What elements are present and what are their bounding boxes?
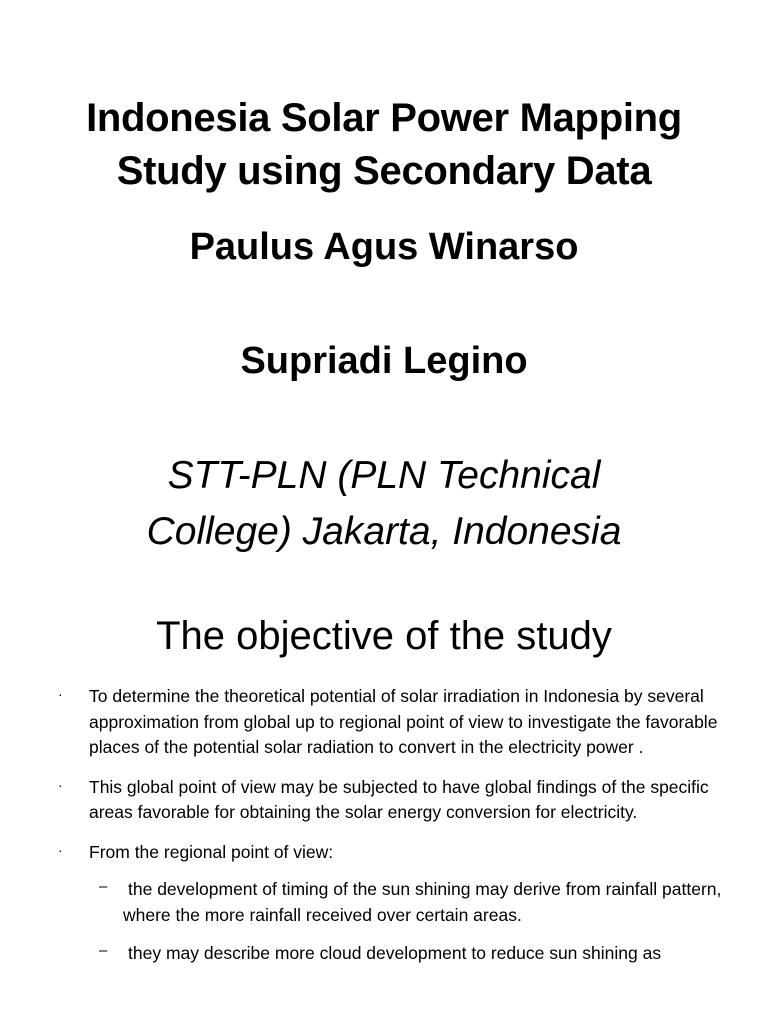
section-heading: The objective of the study (156, 614, 612, 658)
affiliation-line-2: College) Jakarta, Indonesia (146, 510, 622, 553)
bullet-marker-icon: · (58, 841, 63, 858)
author-name-2: Supriadi Legino (240, 340, 528, 382)
bullet-text: This global point of view may be subjected to have global findings of the specific areas favorable for obtaining the solar energy conversion for electricity. (89, 776, 709, 822)
sub-bullet-item (0, 877, 768, 928)
dash-marker-icon: – (99, 878, 108, 895)
title-line-1: Indonesia Solar Power Mapping (86, 96, 682, 140)
bullet-item (0, 775, 768, 826)
bullet-text: From the regional point of view: (89, 841, 334, 862)
objective-list (0, 684, 768, 967)
affiliation (0, 448, 768, 560)
dash-marker-icon: – (99, 942, 108, 959)
document-title (0, 92, 768, 198)
bullet-marker-icon: · (58, 776, 63, 793)
sub-bullet-item (0, 941, 768, 967)
bullet-item (0, 684, 768, 761)
bullet-text: To determine the theoretical potential of solar irradiation in Indonesia by several approximation from global up to regional point of view to investigate the favorable places of the potential solar radiation to convert in the electricity power . (89, 686, 718, 757)
bullet-marker-icon: · (58, 686, 63, 702)
bullet-item (0, 840, 768, 866)
title-line-2: Study using Secondary Data (116, 149, 652, 193)
author-name-1: Paulus Agus Winarso (189, 226, 579, 268)
sub-bullet-text: the development of timing of the sun shining may derive from rainfall pattern, where the more rainfall received over certain areas. (123, 879, 722, 925)
affiliation-line-1: STT-PLN (PLN Technical (167, 454, 601, 497)
sub-bullet-text: they may describe more cloud development to reduce sun shining as (128, 943, 662, 963)
